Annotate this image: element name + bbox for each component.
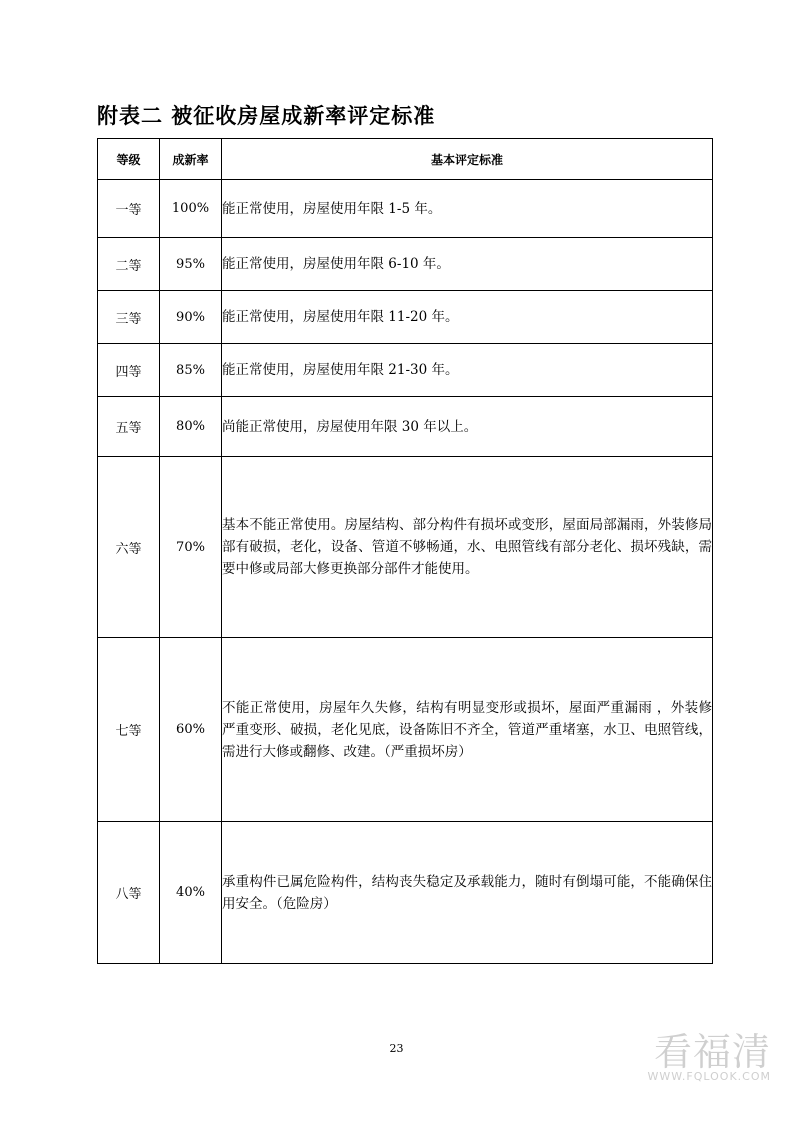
rate-cell: 100% — [160, 180, 222, 238]
page-number: 23 — [389, 1042, 404, 1055]
table-row — [98, 822, 713, 964]
watermark-logo — [648, 1032, 771, 1083]
table-row — [98, 180, 713, 238]
table-row — [98, 238, 713, 291]
table-row — [98, 457, 713, 638]
table-row — [98, 638, 713, 822]
rating-standard-table — [97, 138, 713, 964]
grade-cell: 五等 — [98, 397, 160, 457]
grade-cell: 一等 — [98, 180, 160, 238]
grade-cell: 二等 — [98, 238, 160, 291]
page-title: 附表二 被征收房屋成新率评定标准 — [97, 103, 436, 128]
criteria-cell: 不能正常使用，房屋年久失修，结构有明显变形或损坏，屋面严重漏雨 ，外装修严重变形、破损，老化见底，设备陈旧不齐全，管道严重堵塞，水卫、电照管线，需进行大修或翻修、改建。（严重损坏房） — [222, 638, 713, 822]
criteria-cell: 尚能正常使用，房屋使用年限 30 年以上。 — [222, 397, 713, 457]
grade-cell: 八等 — [98, 822, 160, 964]
watermark-url: WWW.FQLOOK.COM — [647, 1070, 771, 1083]
watermark-text: 看福清 — [653, 1030, 771, 1074]
table-header-row — [98, 139, 713, 180]
criteria-cell: 基本不能正常使用。房屋结构、部分构件有损坏或变形，屋面局部漏雨，外装修局部有破损，老化，设备、管道不够畅通，水、电照管线有部分老化、损坏残缺，需要中修或局部大修更换部分部件才能使用。 — [222, 457, 713, 638]
rate-cell: 70% — [160, 457, 222, 638]
table-row — [98, 291, 713, 344]
rate-cell: 60% — [160, 638, 222, 822]
rate-cell: 40% — [160, 822, 222, 964]
header-rate: 成新率 — [160, 139, 222, 180]
criteria-cell: 能正常使用，房屋使用年限 1-5 年。 — [222, 180, 713, 238]
rate-cell: 90% — [160, 291, 222, 344]
criteria-cell: 能正常使用，房屋使用年限 6-10 年。 — [222, 238, 713, 291]
table-row — [98, 397, 713, 457]
criteria-cell: 承重构件已属危险构件，结构丧失稳定及承载能力，随时有倒塌可能，不能确保住用安全。（危险房） — [222, 822, 713, 964]
table-row — [98, 344, 713, 397]
header-criteria: 基本评定标准 — [222, 139, 713, 180]
grade-cell: 四等 — [98, 344, 160, 397]
rate-cell: 95% — [160, 238, 222, 291]
grade-cell: 三等 — [98, 291, 160, 344]
grade-cell: 六等 — [98, 457, 160, 638]
rate-cell: 80% — [160, 397, 222, 457]
criteria-cell: 能正常使用，房屋使用年限 21-30 年。 — [222, 344, 713, 397]
rate-cell: 85% — [160, 344, 222, 397]
grade-cell: 七等 — [98, 638, 160, 822]
criteria-cell: 能正常使用，房屋使用年限 11-20 年。 — [222, 291, 713, 344]
header-grade: 等级 — [98, 139, 160, 180]
